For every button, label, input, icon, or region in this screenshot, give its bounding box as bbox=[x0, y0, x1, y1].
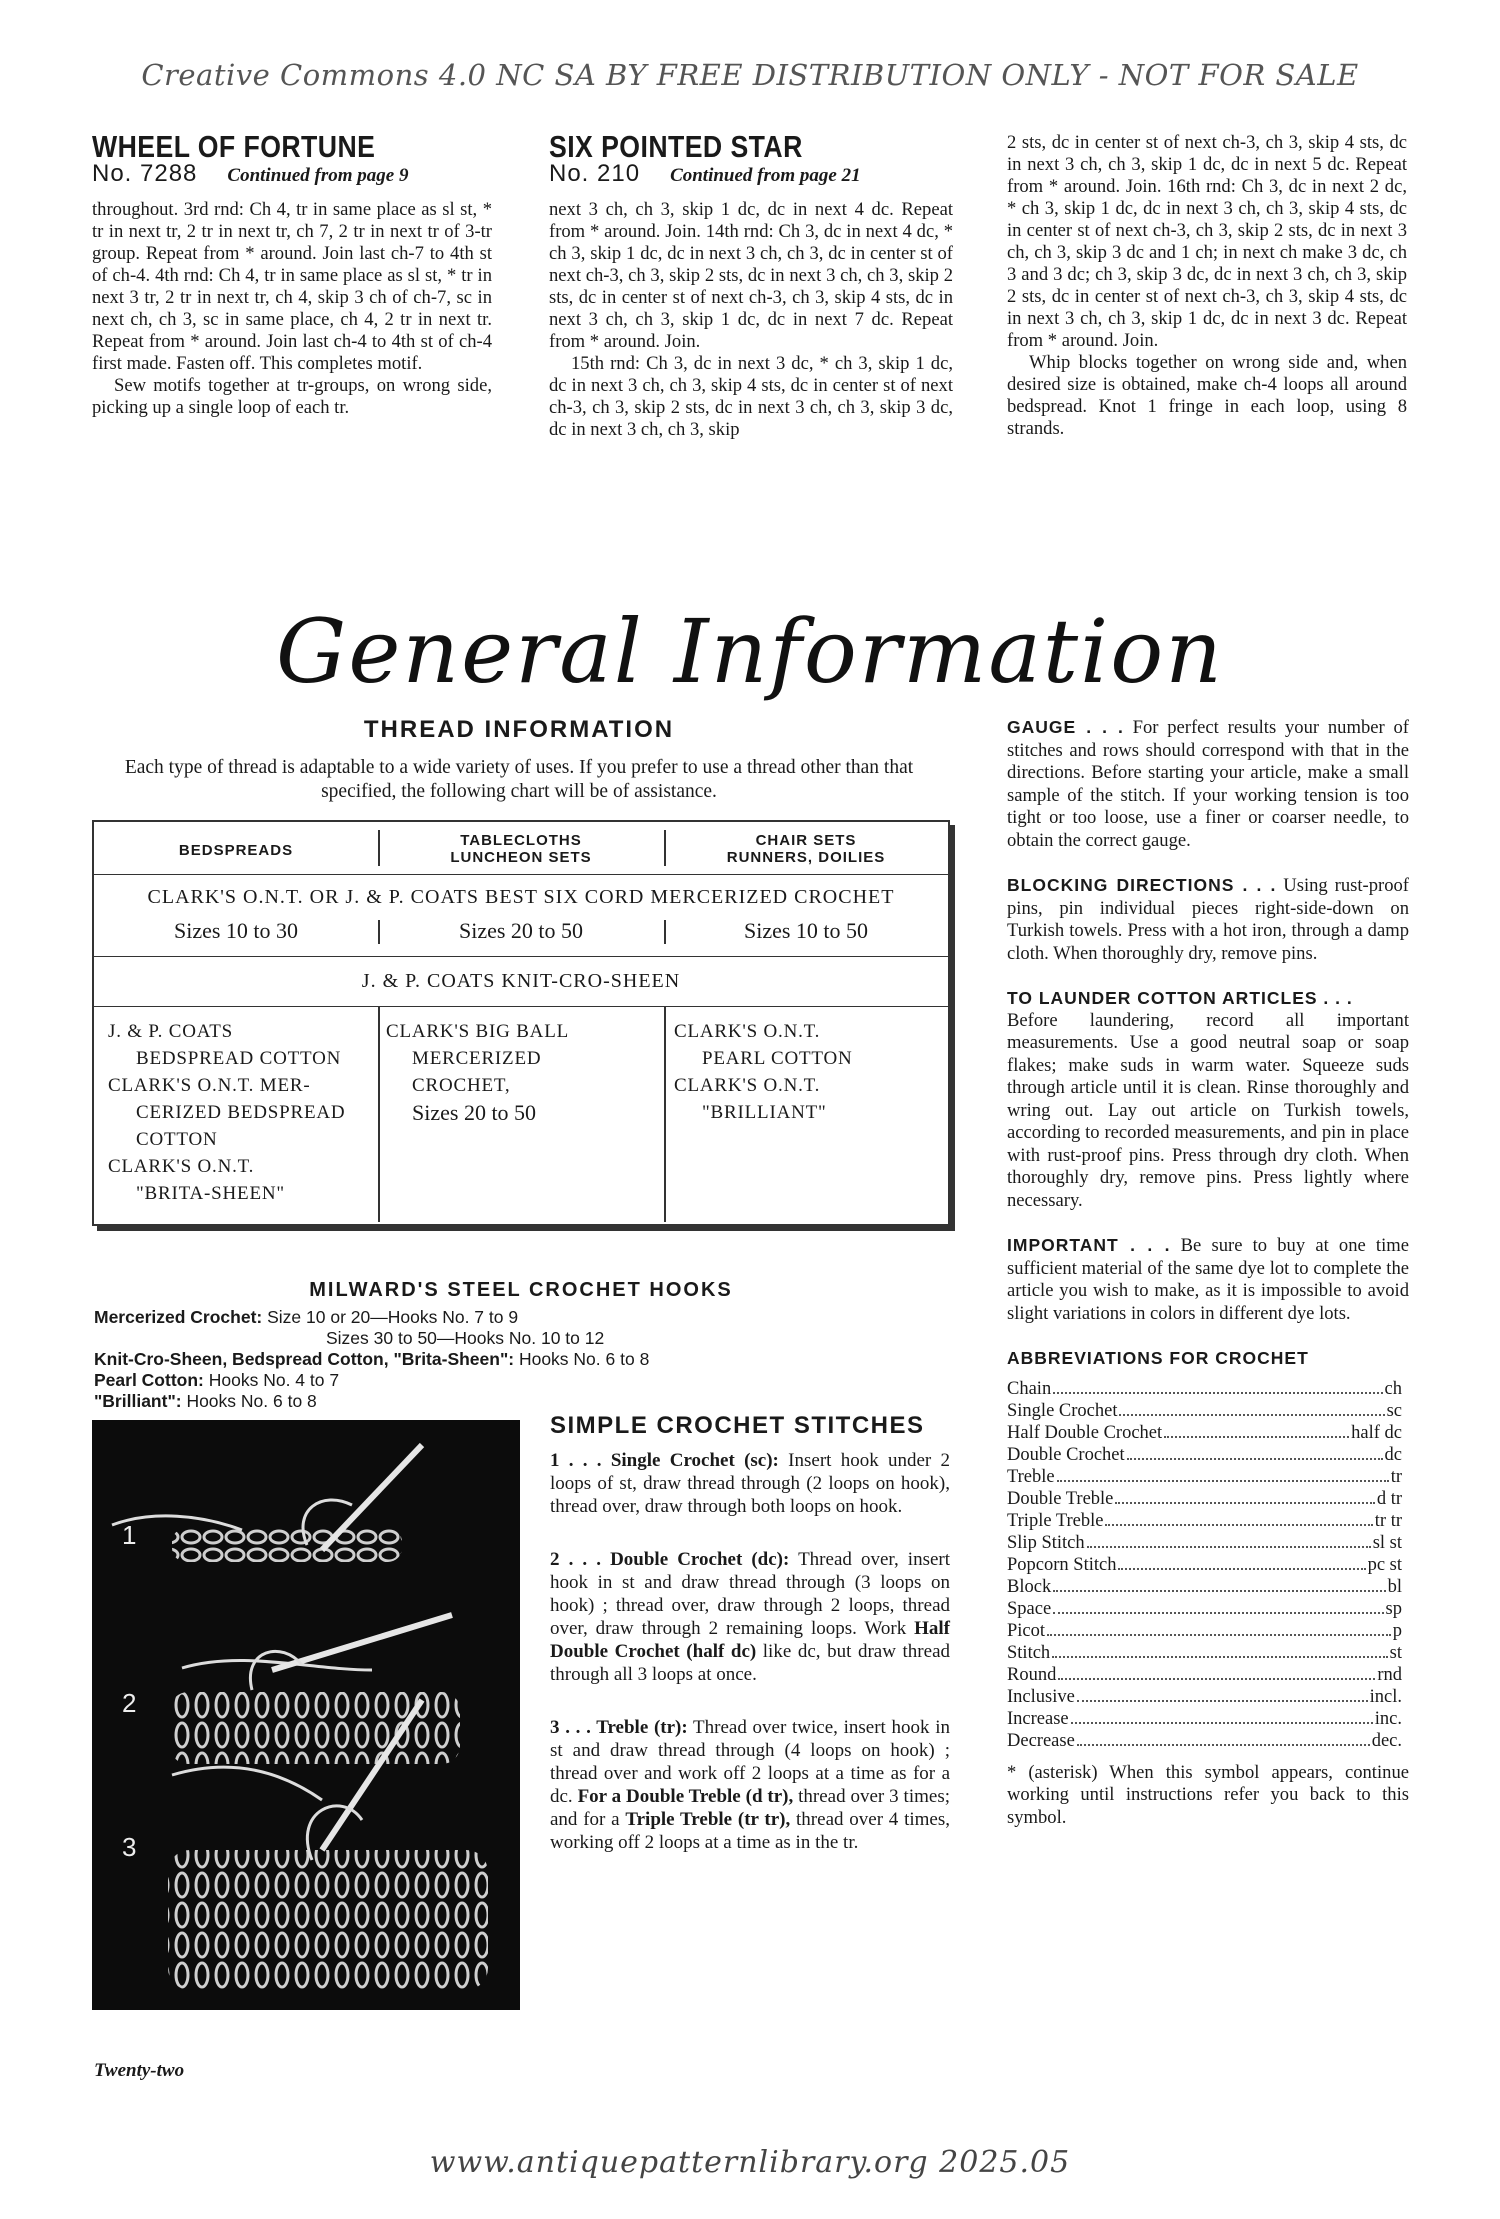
star-number: No. 210 bbox=[549, 160, 641, 187]
abbreviation-value: sc bbox=[1386, 1400, 1402, 1421]
dot-leader bbox=[1118, 1568, 1365, 1570]
abbreviation-row bbox=[1007, 1488, 1402, 1510]
dot-leader bbox=[1057, 1480, 1389, 1482]
hooks-heading: MILWARD'S STEEL CROCHET HOOKS bbox=[309, 1279, 733, 1301]
launder-heading: TO LAUNDER COTTON ARTICLES . . . bbox=[1007, 988, 1353, 1008]
dot-leader bbox=[1105, 1524, 1372, 1526]
abbreviations-heading: ABBREVIATIONS FOR CROCHET bbox=[1007, 1348, 1309, 1368]
abbreviation-term: Triple Treble bbox=[1007, 1510, 1104, 1531]
dot-leader bbox=[1053, 1590, 1385, 1592]
simple-stitches-section bbox=[550, 1414, 950, 1854]
six-pointed-star-section bbox=[549, 129, 953, 441]
dot-leader bbox=[1119, 1414, 1384, 1416]
abbreviation-value: incl. bbox=[1369, 1686, 1402, 1707]
abbreviation-term: Stitch bbox=[1007, 1642, 1051, 1663]
thread-information-heading: THREAD INFORMATION bbox=[363, 716, 675, 743]
wheel-paragraph-2: Sew motifs together at tr-groups, on wrong side, picking up a single loop of each tr. bbox=[92, 375, 492, 418]
stitch-treble: 3 . . . Treble (tr): Thread over twice, insert hook in st and draw thread through (4 loops on hook) ; thread over and work off 2 loops at a time as for a dc. For a Double Treble (d tr), thread over 3 times; and for a Triple Treble (tr tr), thread over 4 times, working off 2 loops at a time as in the tr. bbox=[550, 1717, 950, 1853]
gauge-note: GAUGE . . . For perfect results your number of stitches and rows should correspond with that in the directions. Before starting your article, make a small sample of the stitch. If your working tension is too tight or too loose, use a finer or coarser needle, to obtain the correct gauge. bbox=[1007, 717, 1409, 851]
blocking-note: BLOCKING DIRECTIONS . . . Using rust-proof pins, pin individual pieces right-side-down on Turkish towels. Press with a hot iron, through a damp cloth. When thoroughly dry, remove pins. bbox=[1007, 875, 1409, 964]
abbreviation-value: rnd bbox=[1377, 1664, 1402, 1685]
abbreviation-term: Block bbox=[1007, 1576, 1052, 1597]
abbreviation-row bbox=[1007, 1730, 1402, 1752]
abbreviation-term: Half Double Crochet bbox=[1007, 1422, 1163, 1443]
abbreviation-term: Increase bbox=[1007, 1708, 1069, 1729]
abbreviation-term: Picot bbox=[1007, 1620, 1046, 1641]
abbreviation-term: Slip Stitch bbox=[1007, 1532, 1085, 1553]
dot-leader bbox=[1115, 1502, 1374, 1504]
chart-row-knit-cro-sheen: J. & P. COATS KNIT-CRO-SHEEN bbox=[361, 970, 681, 992]
dot-leader bbox=[1071, 1722, 1373, 1724]
dot-leader bbox=[1127, 1458, 1383, 1460]
license-banner: Creative Commons 4.0 NC SA BY FREE DISTRIBUTION ONLY - NOT FOR SALE bbox=[141, 58, 1359, 92]
stitch-label-1: 1 bbox=[122, 1520, 137, 1550]
launder-note: Before laundering, record all important measurements. Use a good neutral soap or soap flakes; make suds in warm water. Squeeze suds through article until it is clean. Rinse thoroughly and wring out. Lay out article on Turkish towels, according to recorded measurements, and pin in place with rust-proof pins. Press through dry cloth. When thoroughly dry, remove pins. Press lightly where necessary. bbox=[1007, 1009, 1409, 1211]
abbreviation-value: st bbox=[1389, 1642, 1402, 1663]
page-number: Twenty-two bbox=[94, 2060, 185, 2081]
abbreviation-term: Round bbox=[1007, 1664, 1057, 1685]
hooks-section: MILWARD'S STEEL CROCHET HOOKS Mercerized Crochet: Size 10 or 20—Hooks No. 7 to 9 Sizes 30 to 50—Hooks No. 10 to 12 Knit-Cro-Sheen, Bedspread Cotton, "Brita-Sheen": Hooks No. 6 to 8 Pearl Cotton: Hooks No. 4 to 7 "Brilliant": Hooks No. 6 to 8 bbox=[94, 1280, 954, 1412]
abbreviations-list bbox=[1007, 1378, 1402, 1752]
dot-leader bbox=[1077, 1700, 1368, 1702]
dot-leader bbox=[1077, 1744, 1370, 1746]
star-continuation bbox=[1007, 132, 1407, 440]
abbreviation-row bbox=[1007, 1642, 1402, 1664]
abbreviation-value: dc bbox=[1384, 1444, 1402, 1465]
dot-leader bbox=[1052, 1656, 1387, 1658]
star-paragraph-2: 15th rnd: Ch 3, dc in next 3 dc, * ch 3, skip 1 dc, dc in next 3 ch, ch 3, skip 4 sts, dc in center st of next ch-3, ch 3, skip 2 sts, dc in next 3 ch, ch 3, skip 3 dc, dc in next 3 ch, ch 3, skip bbox=[549, 353, 953, 440]
asterisk-note: * (asterisk) When this symbol appears, continue working until instructions refer you back to this symbol. bbox=[1007, 1761, 1409, 1828]
abbreviation-term: Double Treble bbox=[1007, 1488, 1114, 1509]
abbreviation-row bbox=[1007, 1576, 1402, 1598]
abbreviation-row bbox=[1007, 1598, 1402, 1620]
abbreviation-value: dec. bbox=[1371, 1730, 1402, 1751]
stitch-label-2: 2 bbox=[122, 1688, 137, 1718]
general-notes-column bbox=[1007, 716, 1409, 1829]
abbreviation-row bbox=[1007, 1532, 1402, 1554]
abbreviation-value: sp bbox=[1385, 1598, 1402, 1619]
wheel-continued: Continued from page 9 bbox=[227, 165, 409, 186]
abbreviation-row bbox=[1007, 1378, 1402, 1400]
abbreviation-value: sl st bbox=[1372, 1532, 1402, 1553]
abbreviation-value: tr bbox=[1390, 1466, 1402, 1487]
continuation-paragraph-1: 2 sts, dc in center st of next ch-3, ch 3, skip 4 sts, dc in next 3 ch, ch 3, skip 1 dc, dc in next 5 dc. Repeat from * around. Join. 16th rnd: Ch 3, dc in next 2 dc, * ch 3, skip 1 dc, dc in next 3 ch, ch 3, skip 4 sts, dc in center st of next ch-3, ch 3, skip 2 sts, dc in next 3 ch, ch 3, skip 3 dc and 1 ch; in next ch make 3 dc, ch 3 and 3 dc; ch 3, skip 3 dc, dc in next 3 ch, ch 3, skip 2 sts, dc in center st of next ch-3, ch 3, skip 4 sts, dc in next 3 ch, ch 3, skip 1 dc, dc in next 3 dc. Repeat from * around. Join. bbox=[1007, 132, 1407, 351]
abbreviation-term: Inclusive bbox=[1007, 1686, 1075, 1707]
abbreviation-row bbox=[1007, 1708, 1402, 1730]
abbreviation-term: Space bbox=[1007, 1598, 1052, 1619]
star-title: SIX POINTED STAR bbox=[549, 129, 803, 164]
dot-leader bbox=[1087, 1546, 1371, 1548]
stitch-double-crochet: 2 . . . Double Crochet (dc): Thread over, insert hook in st and draw thread through (3 loops on hook) ; thread over, draw through 2 loops, thread over, draw through 2 remaining loops. Work Half Double Crochet (half dc) like dc, but draw thread through all 3 loops at once. bbox=[550, 1549, 950, 1685]
chart-size-bedspreads: Sizes 10 to 30 bbox=[173, 918, 299, 943]
stitch-illustration-drawing bbox=[92, 1420, 520, 2010]
chart-header-tablecloths: TABLECLOTHS LUNCHEON SETS bbox=[450, 832, 592, 866]
abbreviation-term: Popcorn Stitch bbox=[1007, 1554, 1117, 1575]
chart-cell-tablecloths: CLARK'S BIG BALL MERCERIZED CROCHET, Sizes 20 to 50 bbox=[386, 1021, 570, 1125]
thread-chart bbox=[92, 820, 950, 1226]
abbreviation-value: inc. bbox=[1374, 1708, 1402, 1729]
abbreviation-row bbox=[1007, 1466, 1402, 1488]
general-information-title: General Information bbox=[276, 600, 1224, 703]
abbreviation-term: Double Crochet bbox=[1007, 1444, 1125, 1465]
stitch-illustration bbox=[92, 1420, 520, 2010]
dot-leader bbox=[1164, 1436, 1349, 1438]
abbreviation-value: p bbox=[1392, 1620, 1402, 1641]
dot-leader bbox=[1047, 1634, 1391, 1636]
star-paragraph-1: next 3 ch, ch 3, skip 1 dc, dc in next 4 dc. Repeat from * around. Join. 14th rnd: Ch 3, dc in next 4 dc, * ch 3, skip 1 dc, dc in next 3 ch, ch 3, dc in center st of next ch-3, ch 3, skip 2 sts, dc in next 3 ch, ch 3, skip 2 sts, dc in center st of next ch-3, ch 3, skip 4 sts, dc in next 3 ch, ch 3, skip 1 dc, dc in next 7 dc. Repeat from * around. Join. bbox=[549, 199, 953, 352]
abbreviation-row bbox=[1007, 1664, 1402, 1686]
abbreviation-row bbox=[1007, 1422, 1402, 1444]
wheel-paragraph-1: throughout. 3rd rnd: Ch 4, tr in same place as sl st, * tr in next tr, 2 tr in next tr, ch 7, 2 tr in next tr of 3-tr group. Repeat from * around. Join last ch-7 to 4th st of ch-4. 4th rnd: Ch 4, tr in same place as sl st, * tr in next 3 tr, 2 tr in next tr, ch 4, skip 3 ch of ch-7, sc in next ch, ch 3, sc in same place, ch 4, 2 tr in next tr. Repeat from * around. Join last ch-4 to 4th st of ch-4 first made. Fasten off. This completes motif. bbox=[92, 199, 492, 374]
abbreviation-row bbox=[1007, 1620, 1402, 1642]
abbreviation-value: tr tr bbox=[1374, 1510, 1402, 1531]
chart-cell-chair-sets: CLARK'S O.N.T. PEARL COTTON CLARK'S O.N.T. "BRILLIANT" bbox=[674, 1021, 853, 1123]
abbreviation-term: Chain bbox=[1007, 1378, 1052, 1399]
continuation-paragraph-2: Whip blocks together on wrong side and, when desired size is obtained, make ch-4 loops all around bedspread. Knot 1 fringe in each loop, using 8 strands. bbox=[1007, 352, 1407, 439]
dot-leader bbox=[1053, 1392, 1382, 1394]
abbreviation-term: Decrease bbox=[1007, 1730, 1075, 1751]
wheel-title: WHEEL OF FORTUNE bbox=[92, 129, 376, 164]
dot-leader bbox=[1053, 1612, 1383, 1614]
chart-size-tablecloths: Sizes 20 to 50 bbox=[458, 918, 584, 943]
abbreviation-term: Single Crochet bbox=[1007, 1400, 1118, 1421]
simple-stitches-heading: SIMPLE CROCHET STITCHES bbox=[550, 1412, 925, 1439]
abbreviation-row bbox=[1007, 1554, 1402, 1576]
stitch-label-3: 3 bbox=[122, 1832, 137, 1862]
stitch-single-crochet: 1 . . . Single Crochet (sc): Insert hook under 2 loops of st, draw thread through (2 loops on hook), thread over, draw through both loops on hook. bbox=[550, 1450, 950, 1517]
abbreviation-row bbox=[1007, 1400, 1402, 1422]
abbreviation-row bbox=[1007, 1510, 1402, 1532]
abbreviation-value: bl bbox=[1387, 1576, 1402, 1597]
site-footer: www.antiquepatternlibrary.org 2025.05 bbox=[429, 2145, 1071, 2180]
abbreviation-row bbox=[1007, 1444, 1402, 1466]
abbreviation-row bbox=[1007, 1686, 1402, 1708]
star-continued: Continued from page 21 bbox=[670, 165, 861, 186]
abbreviation-value: ch bbox=[1384, 1378, 1402, 1399]
chart-header-chair-sets: CHAIR SETS RUNNERS, DOILIES bbox=[726, 832, 886, 866]
abbreviation-value: d tr bbox=[1376, 1488, 1402, 1509]
abbreviation-value: half dc bbox=[1351, 1422, 1402, 1443]
chart-header-bedspreads: BEDSPREADS bbox=[178, 842, 294, 859]
important-note: IMPORTANT . . . Be sure to buy at one time sufficient material of the same dye lot to complete the article you wish to make, as it is impossible to avoid slight variations in colors in different dye lots. bbox=[1007, 1235, 1409, 1324]
chart-size-chair-sets: Sizes 10 to 50 bbox=[743, 918, 869, 943]
wheel-of-fortune-section bbox=[92, 129, 492, 419]
chart-cell-bedspreads: J. & P. COATS BEDSPREAD COTTON CLARK'S O.N.T. MER- CERIZED BEDSPREAD COTTON CLARK'S O.N.T. "BRITA-SHEEN" bbox=[108, 1021, 346, 1204]
dot-leader bbox=[1058, 1678, 1375, 1680]
thread-intro: Each type of thread is adaptable to a wide variety of uses. If you prefer to use a thread other than that specified, the following chart will be of assistance. bbox=[124, 757, 914, 802]
abbreviation-value: pc st bbox=[1367, 1554, 1402, 1575]
wheel-number: No. 7288 bbox=[92, 160, 198, 187]
abbreviation-term: Treble bbox=[1007, 1466, 1055, 1487]
chart-row-mercerized: CLARK'S O.N.T. OR J. & P. COATS BEST SIX CORD MERCERIZED CROCHET bbox=[147, 886, 895, 908]
